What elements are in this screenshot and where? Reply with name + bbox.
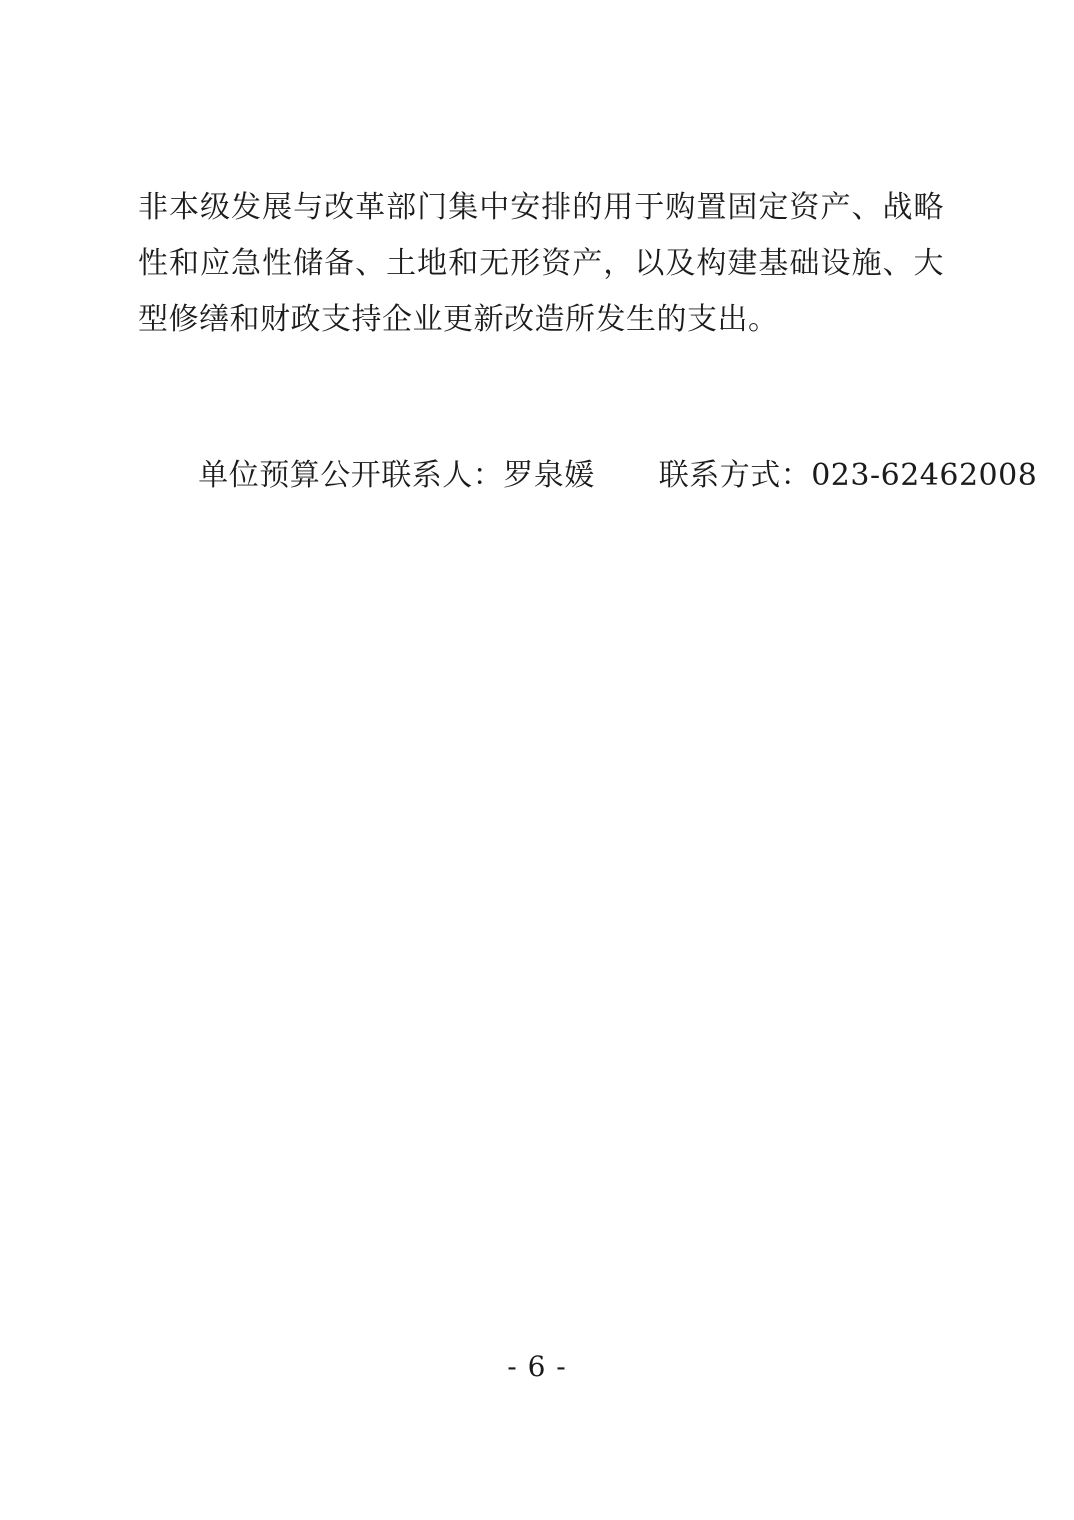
body-paragraph: 非本级发展与改革部门集中安排的用于购置固定资产、战略性和应急性储备、土地和无形资产，以及构建基础设施、大型修缮和财政支持企业更新改造所发生的支出。	[138, 190, 944, 337]
paragraph-spacer	[138, 348, 944, 392]
contact-line	[138, 392, 1038, 560]
contact-method: 联系方式：023-62462008	[658, 458, 1038, 493]
contact-person: 单位预算公开联系人：罗泉媛	[198, 458, 595, 493]
page-number: - 6 -	[507, 1350, 567, 1383]
page-content	[138, 180, 1038, 560]
